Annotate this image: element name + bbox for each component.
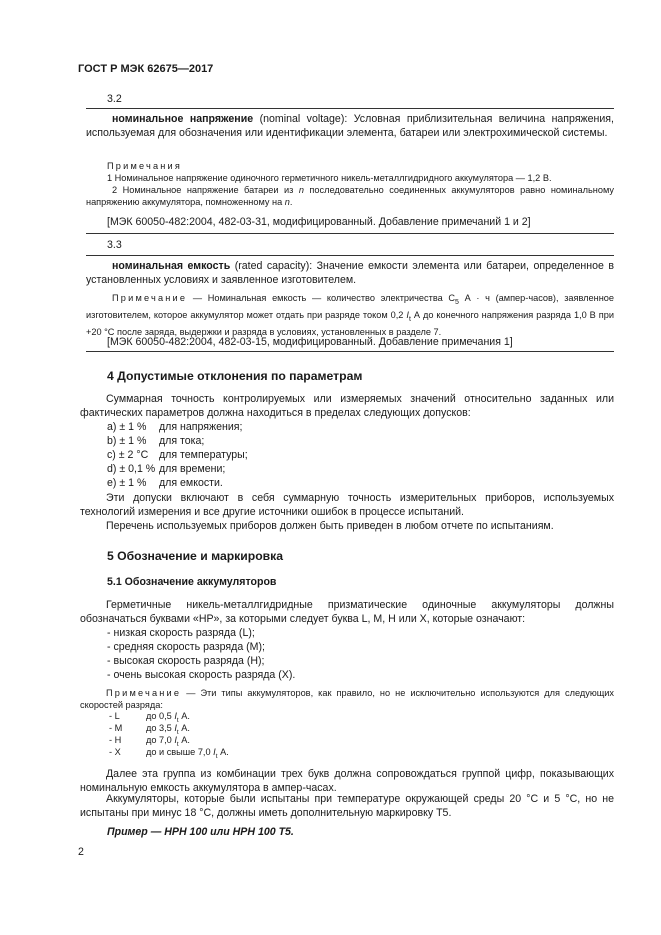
subsection-title: 5.1 Обозначение аккумуляторов	[107, 576, 277, 588]
note-1: 1 Номинальное напряжение одиночного герметичного никель-металлгидридного аккумулятора — 1,2 В.	[107, 173, 552, 183]
term-bottom-rule	[86, 233, 614, 234]
section-5-note: Примечание — Эти типы аккумуляторов, как правило, но не исключительно используются для следующих скоростей разряда:	[80, 688, 614, 710]
section-4-title: 4 Допустимые отклонения по параметрам	[107, 369, 363, 383]
term-bottom-rule	[86, 351, 614, 352]
term-top-rule	[86, 108, 614, 109]
example-line: Пример — НРН 100 или НРН 100 Т5.	[107, 826, 294, 838]
section-5-paragraph: Герметичные никель-металлгидридные призматические одиночные аккумуляторы должны обозначаться буквами «HP», за которыми следует буква L, M, H или X, которые означают:	[80, 599, 614, 625]
term-definition	[86, 259, 614, 287]
section-5-paragraph: Аккумуляторы, которые были испытаны при температуре окружающей среды 20 °С и 5 °С, но не испытаны при минус 18 °С, должны иметь дополнительную маркировку Т5.	[80, 793, 614, 819]
page-number: 2	[78, 846, 84, 858]
term-name: номинальное напряжение	[112, 113, 254, 125]
term-definition	[86, 112, 614, 140]
standard-header: ГОСТ Р МЭК 62675—2017	[78, 63, 214, 75]
list-item: - низкая скорость разряда (L);	[107, 627, 255, 639]
section-5-title: 5 Обозначение и маркировка	[107, 549, 284, 563]
term-definition-text: (nominal voltage): Условная приблизительная величина напряжения, используемая для обозначения или идентификации элемента, батареи или электрохимической системы.	[86, 113, 614, 139]
term-definition-text: (rated capacity): Значение емкости элемента или батареи, определенное в установленных условиях и заявленное изготовителем.	[86, 260, 615, 286]
list-item: - высокая скорость разряда (H);	[107, 655, 265, 667]
term-source: [МЭК 60050-482:2004, 482-03-15, модифицированный. Добавление примечания 1]	[107, 336, 513, 348]
term-number: 3.3	[107, 239, 122, 251]
term-source: [МЭК 60050-482:2004, 482-03-31, модифицированный. Добавление примечаний 1 и 2]	[107, 216, 531, 228]
term-note: Примечание — Номинальная емкость — количество электричества $C_5$ А · ч (ампер-часов), заявленное изготовителем, которое аккумулятор может отдать при разряде током 0,2 $I_t$ А до конечного напряжения разряда 1,0 В при +20 °С после заряда, выдержки и разряда в условиях, установленных в разделе 7.	[86, 293, 614, 337]
term-top-rule	[86, 255, 614, 256]
term-name: номинальная емкость	[112, 260, 231, 272]
section-4-paragraph: Перечень используемых приборов должен быть приведен в любом отчете по испытаниям.	[106, 520, 554, 532]
section-5-paragraph: Далее эта группа из комбинации трех букв должна сопровождаться группой цифр, показывающих номинальную емкость аккумулятора в ампер-часах.	[80, 768, 614, 794]
section-4-intro: Суммарная точность контролируемых или измеряемых значений относительно заданных или фактических параметров должна находиться в пределах следующих допусков:	[80, 393, 614, 419]
term-number: 3.2	[107, 93, 122, 105]
note-2: 2 Номинальное напряжение батареи из n последовательно соединенных аккумуляторов равно номинальному напряжению аккумулятора, помноженному на n.	[86, 185, 614, 207]
section-4-paragraph: Эти допуски включают в себя суммарную точность измерительных приборов, используемых технологий измерения и все другие источники ошибок в процессе испытаний.	[80, 492, 614, 518]
list-item: - средняя скорость разряда (M);	[107, 641, 265, 653]
notes-heading: Примечания	[107, 161, 183, 171]
list-item: - очень высокая скорость разряда (X).	[107, 669, 296, 681]
document-page: ГОСТ Р МЭК 62675—2017 3.2 номинальное напряжение (nominal voltage): Условная приблизительная величина напряжения, используемая для обозначения или идентификации элемента, батареи или электрохимической системы. Примечания 1 Номинальное напряжение одиночного герметичного никель-металлгидридного аккумулятора — 1,2 В. 2 Номинальное напряжение батареи из n последовательно соединенных аккумуляторов равно номинальному напряжению аккумулятора, помноженному на n. [МЭК 60050-482:2004, 482-03-31, модифицированный. Добавление примечаний 1 и 2] 3.3 номинальная емкость (rated capacity): Значение емкости элемента или батареи, определенное в установленных условиях и заявленное изготовителем. Примечание — Номинальная емкость — количество электричества $C_5$ А · ч (ампер-часов), заявленное изготовителем, которое аккумулятор может отдать при разряде током 0,2 $I_t$ А до конечного напряжения разряда 1,0 В при +20 °С после заряда, выдержки и разряда в условиях, установленных в разделе 7. [МЭК 60050-482:2004, 482-03-15, модифицированный. Добавление примечания 1] 4 Допустимые отклонения по параметрам Суммарная точность контролируемых или измеряемых значений относительно заданных или фактических параметров должна находиться в пределах следующих допусков: a) ± 1 % для напряжения; b) ± 1 % для тока; c) ± 2 °C для температуры; d) ± 0,1 % для времени; e) ± 1 % для емкости. Эти допуски включают в себя суммарную точность измерительных приборов, используемых технологий измерения и все другие источники ошибок в процессе испытаний. Перечень используемых приборов должен быть приведен в любом отчете по испытаниям. 5 Обозначение и маркировка 5.1 Обозначение аккумуляторов Герметичные никель-металлгидридные призматические одиночные аккумуляторы должны обозначаться буквами «HP», за которыми следует буква L, M, H или X, которые означают: - низкая скорость разряда (L); - средняя скорость разряда (M); - высокая скорость разряда (H); - очень высокая скорость разряда (X). Примечание — Эти типы аккумуляторов, как правило, но не исключительно используются для следующих скоростей разряда: - L до 0,5 $I_t$ А. - M до 3,5 $I_t$ А. - H до 7,0 $I_t$ А. - X до и свыше 7,0 $I_t$ А. Далее эта группа из комбинации трех букв должна сопровождаться группой цифр, показывающих номинальную емкость аккумулятора в ампер-часах. Аккумуляторы, которые были испытаны при температуре окружающей среды 20 °С и 5 °С, но не испытаны при минус 18 °С, должны иметь дополнительную маркировку Т5. Пример — НРН 100 или НРН 100 Т5. 2	[78, 63, 615, 858]
